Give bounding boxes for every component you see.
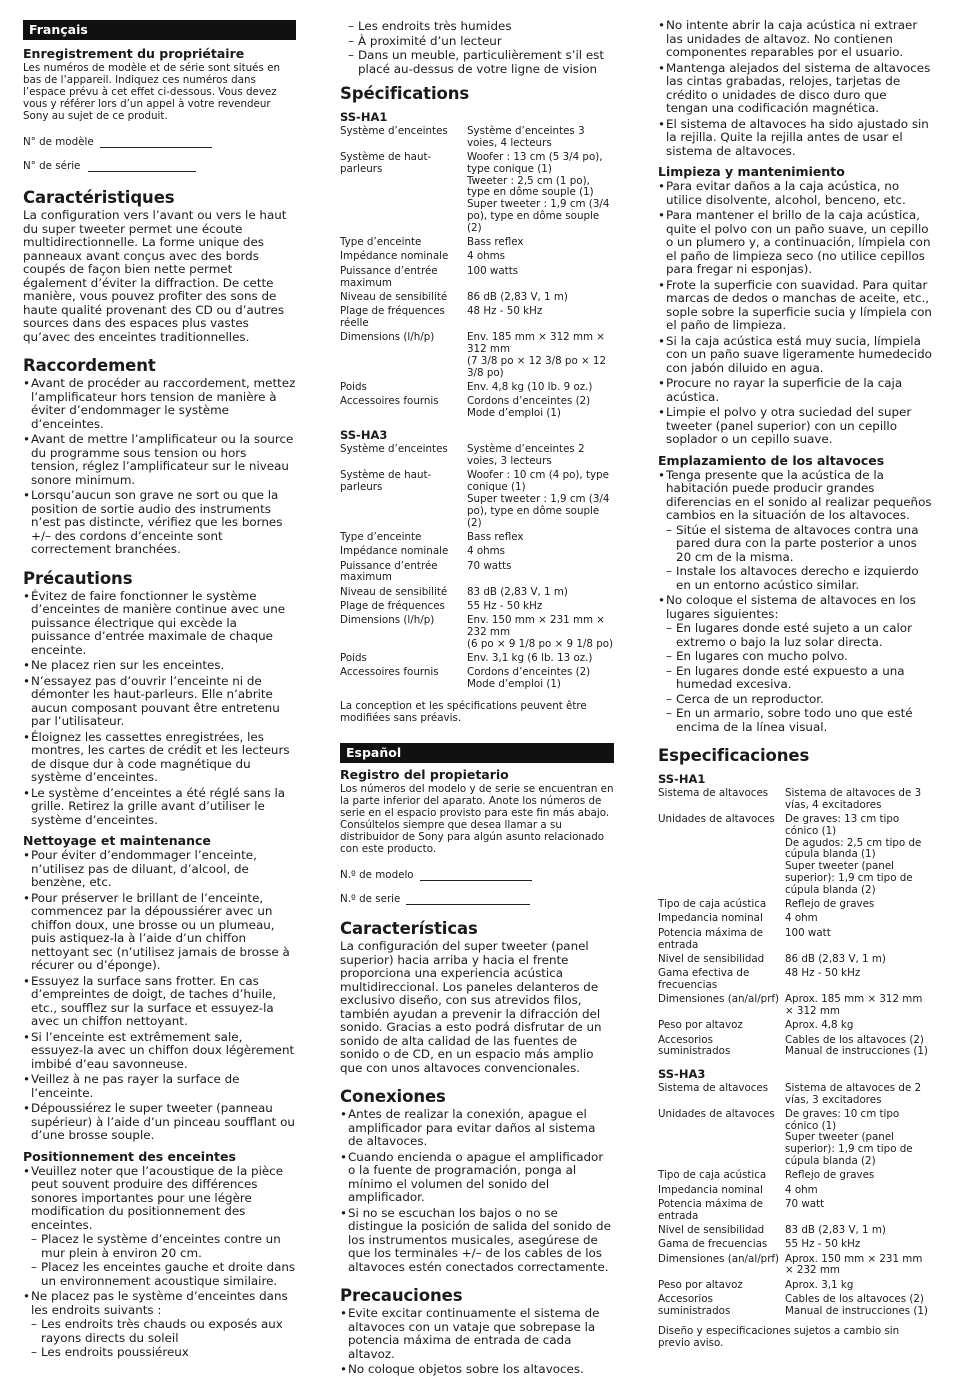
spec-value: 4 ohms [467,250,506,263]
table-row [340,546,614,560]
spec-value: 48 Hz - 50 kHz [467,305,543,318]
list-item: • No coloque objetos sobre los altavoces. [340,1363,614,1377]
column-middle [340,19,614,1379]
model-name: SS-HA3 [658,1066,706,1081]
table-row [340,126,614,152]
spec-value: 86 dB (2,83 V, 1 m) [785,952,886,965]
spec-key: Poids [340,652,367,665]
list-item: • Para mantener el brillo de la caja acústica, quite el polvo con un paño suave, un cepillo o un plumero y, a continuación, límpiela con el paño de limpieza seco (no utilice cepillos para fregar ni esponjas). [658,209,932,277]
owner-registration-text: Les numéros de modèle et de série sont situés en bas de l’appareil. Indiquez ces numéros dans l’espace prévu à cet effet ci-dessous. Vous devez vous y référer lors d’un appel à votre revendeur Sony au sujet de ce produit. [23,62,281,122]
spec-key: Dimensions (l/h/p) [340,331,435,344]
sub-list-item: – Les endroits très chauds ou exposés aux rayons directs du soleil [31,1318,296,1345]
spec-key: Nivel de sensibilidad [658,1224,765,1236]
table-row [658,814,932,899]
table-row [340,601,614,615]
serial-number-field[interactable] [23,160,296,172]
precautions-list [23,590,296,828]
spec-key: Sistema de altavoces [658,787,769,799]
table-row [658,1199,932,1225]
sub-list-item: – À proximité d’un lecteur [348,35,614,49]
sub-list-item: – Sitúe el sistema de altavoces contra una pared dura con la parte posterior a unos 20 cm de la misma. [666,524,932,565]
table-row [658,1185,932,1199]
spec-value: 70 watts [467,559,512,572]
serial-number-line[interactable] [88,161,196,172]
spec-key: Accesorios suministrados [658,1292,731,1317]
table-row [340,470,614,531]
spec-value: Aprox. 150 mm × 231 mm × 232 mm [785,1252,923,1277]
column-espanol [658,19,932,1350]
spec-value: 55 Hz - 50 kHz [785,1238,861,1251]
spec-key: Niveau de sensibilité [340,290,448,303]
list-item: • Frote la superficie con suavidad. Para quitar marcas de dedos o manchas de aceite, etc., sople sobre la superficie sucia y límpiela con el paño de limpieza. [658,279,932,333]
sub-list-item: – En lugares donde esté expuesto a una humedad excesiva. [666,665,932,692]
list-item-text: Tenga presente que la acústica de la habitación puede producir grandes diferencias en el sonido al realizar pequeños cambios en la situación de los altavoces. [666,467,932,522]
spec-key: Dimensiones (an/al/prf) [658,993,780,1006]
model-name: SS-HA1 [340,110,388,124]
sub-list-item: – En un armario, sobre todo uno que esté encima de la línea visual. [666,707,932,734]
cleaning-list-es [658,180,932,447]
table-row [340,561,614,587]
spec-value: Reflejo de graves [785,1169,875,1182]
table-row [658,1083,932,1109]
positioning-list-es [658,469,932,735]
cleaning-title: Nettoyage et maintenance [23,833,211,848]
list-item: • Dépoussiérez le super tweeter (panneau supérieur) à l’aide d’un pinceau soufflant ou d’une brosse souple. [23,1102,296,1143]
spec-key: Dimensions (l/h/p) [340,614,435,627]
list-item: • Si no se escuchan los bajos o no se distingue la posición de salida del sonido de los instrumentos musicales, asegúrese de que los terminales +/– de los cables de los altavoces estén conectados correctamente. [340,1207,614,1275]
spec-value: De graves: 10 cm tipo cónico (1) Super tweeter (panel superior): 1,9 cm tipo de cúpula blanda (2) [785,1107,913,1168]
table-row [340,251,614,265]
owner-registration-text-es: Los números del modelo y de serie se encuentran en la parte inferior del aparato. Anote los números de serie en el espacio provisto para este fin más abajo. Consúltelos siempre que desea llamar a su distribuidor de Sony para algún asunto relacionado con este producto. [340,783,614,856]
precautions-list-es-continued [658,19,932,158]
spec-key: Potencia máxima de entrada [658,926,763,951]
spec-value: 83 dB (2,83 V, 1 m) [785,1224,886,1236]
spec-value: De graves: 13 cm tipo cónico (1) De agudos: 2,5 cm tipo de cúpula blanda (1) Super tweeter (panel superior): 1,9 cm tipo de cúpula blanda (2) [785,813,922,896]
spec-key: Gama de frecuencias [658,1238,768,1251]
table-row [658,788,932,814]
table-row [658,1109,932,1170]
list-item: • Avant de procéder au raccordement, mettez l’amplificateur hors tension de manière à éviter d’endommager le système d’enceintes. [23,377,296,431]
list-item: • Essuyez la surface sans frotter. En cas d’empreintes de doigt, de taches d’huile, etc., soufflez sur la surface et essuyez-la avec un chiffon nettoyant. [23,975,296,1029]
table-row [340,587,614,601]
table-row [340,332,614,382]
positioning-title: Positionnement des enceintes [23,1148,236,1164]
list-item: • Pour préserver le brillant de l’enceinte, commencez par la dépoussiérer avec un chiffon doux, une brosse ou un plumeau, puis astiquez-la à l’aide d’un chiffon nettoyant sec (n’utilisez jamais de brosse à récurer ou d’éponge). [23,892,296,973]
list-item: • Evite excitar continuamente el sistema de altavoces con un vataje que sobrepase la potencia máxima de entrada de cada altavoz. [340,1307,614,1361]
table-row [340,396,614,422]
spec-key: Plage de fréquences [340,599,445,612]
spec-key: Impédance nominale [340,250,449,263]
table-row [340,152,614,237]
list-item-text: Veuillez noter que l’acoustique de la pièce peut souvent produire des différences sonores importantes pour une légère modification du positionnement des enceintes. [31,1163,284,1232]
specifications-note-fr: La conception et les spécifications peuvent être modifiées sans préavis. [340,700,587,725]
spec-key: Unidades de altavoces [658,1107,775,1120]
spec-value: 48 Hz - 50 kHz [785,967,861,980]
list-item: • Si l’enceinte est extrêmement sale, essuyez-la avec un chiffon doux légèrement imbibé d’eau savonneuse. [23,1031,296,1072]
specifications-title-fr: Spécifications [340,84,470,103]
language-header-fr: Français [23,20,296,40]
model-number-line[interactable] [100,137,212,148]
specifications-title-es: Especificaciones [658,746,810,765]
list-item: • No intente abrir la caja acústica ni extraer las unidades de altavoz. No contienen componentes reparables por el usuario. [658,19,932,60]
spec-value: Sistema de altavoces de 2 vías, 3 excitadores [785,1081,922,1106]
spec-key: Poids [340,380,367,393]
list-item [658,469,932,593]
table-row [340,266,614,292]
spec-value: Cordons d’enceintes (2) Mode d’emploi (1) [467,666,591,691]
connection-title-es: Conexiones [340,1087,446,1107]
model-name: SS-HA1 [658,772,706,786]
table-row [658,1239,932,1253]
list-item: • Pour éviter d’endommager l’enceinte, n’utilisez pas de diluant, d’alcool, de benzène, etc. [23,849,296,890]
table-row [658,1294,932,1320]
list-item: • El sistema de altavoces ha sido ajustado sin la rejilla. Quite la rejilla antes de usar el sistema de altavoces. [658,118,932,159]
list-item: • Avant de mettre l’amplificateur ou la source du programme sous tension ou hors tension, réglez l’amplificateur sur le niveau sonore minimum. [23,433,296,487]
spec-value: 4 ohms [467,545,506,558]
spec-value: Sistema de altavoces de 3 vías, 4 excitadores [785,787,922,811]
positioning-list-continued [348,20,614,76]
spec-key: Impédance nominale [340,545,449,558]
features-text: La configuration vers l’avant ou vers le haut du super tweeter permet une écoute multidirectionnelle. La forme unique des panneaux avant conçus avec des bords coupés de façon bien nette permet également d’éviter la diffraction. De cette manière, vous pouvez profiter des sons de haute qualité provenant des CD ou d’autres sources dans des espaces plus vastes qu’avec des enceintes traditionnelles. [23,208,287,344]
list-item: • Ne placez rien sur les enceintes. [23,659,296,673]
precautions-title: Précautions [23,568,133,588]
spec-value: Système d’enceintes 3 voies, 4 lecteurs [467,125,585,149]
spec-key: Unidades de altavoces [658,813,775,826]
model-number-line-es[interactable] [420,870,532,881]
spec-key: Niveau de sensibilité [340,585,448,598]
list-item [23,1290,296,1360]
list-item: • Veillez à ne pas rayer la surface de l’enceinte. [23,1073,296,1100]
spec-key: Impedancia nominal [658,1183,763,1196]
list-item: • Éloignez les cassettes enregistrées, les montres, les cartes de crédit et les lecteurs de disque dur à code magnétique du système d’enceintes. [23,731,296,785]
spec-value: Cordons d’enceintes (2) Mode d’emploi (1) [467,395,591,420]
list-item: • Mantenga alejados del sistema de altavoces las cintas grabadas, relojes, tarjetas de crédito o unidades de disco duro que tengan una codificación magnética. [658,62,932,116]
list-item: • Para evitar daños a la caja acústica, no utilice disolvente, alcohol, benceno, etc. [658,180,932,207]
table-row [340,292,614,306]
owner-registration-title-es: Registro del propietario [340,767,509,783]
serial-number-label: N° de série [23,160,81,172]
list-item: • Si la caja acústica está muy sucia, límpiela con un paño suave ligeramente humedecido con jabón diluido en agua. [658,335,932,376]
features-title-es: Características [340,919,478,939]
spec-value: Aprox. 185 mm × 312 mm × 312 mm [785,993,923,1018]
spec-value: Bass reflex [467,236,524,249]
model-name: SS-HA3 [340,428,388,443]
spec-key: Gama efectiva de frecuencias [658,967,750,991]
sub-list-item: – Placez les enceintes gauche et droite dans un environnement acoustique similaire. [31,1261,296,1288]
spec-table [658,788,932,1061]
spec-key: Accessoires fournis [340,666,439,679]
sub-list-item: – Les endroits très humides [348,20,614,34]
spec-value: 70 watt [785,1197,825,1210]
owner-registration-title: Enregistrement du propriétaire [23,46,245,61]
spec-key: Système de haut-parleurs [340,469,432,494]
spec-value: Cables de los altavoces (2) Manual de instrucciones (1) [785,1292,928,1317]
list-item: • N’essayez pas d’ouvrir l’enceinte ni de démonter les haut-parleurs. Elle n’abrite aucun composant pouvant être entretenu par l’utilisateur. [23,675,296,729]
spec-value: Bass reflex [467,530,524,543]
table-row [340,382,614,396]
language-header-es: Español [340,743,614,763]
spec-value: Woofer : 10 cm (4 po), type conique (1) Super tweeter : 1,9 cm (3/4 po), type en dôme souple (2) [467,469,610,529]
table-row [658,1254,932,1280]
precautions-list-es [340,1307,614,1377]
specifications-note-es: Diseño y especificaciones sujetos a cambio sin previo aviso. [658,1325,900,1349]
table-row [658,968,932,994]
spec-key: Potencia máxima de entrada [658,1197,763,1222]
spec-value: 55 Hz - 50 kHz [467,599,543,612]
spec-key: Tipo de caja acústica [658,898,767,911]
positioning-title-es: Emplazamiento de los altavoces [658,452,885,468]
table-row [658,899,932,913]
spec-table [340,126,614,422]
spec-key: Accesorios suministrados [658,1033,731,1058]
connection-list-es [340,1108,614,1274]
spec-key: Sistema de altavoces [658,1081,769,1094]
spec-value: Reflejo de graves [785,898,875,911]
column-francais [23,20,296,1362]
spec-value: 100 watt [785,926,831,939]
list-item-text: Ne placez pas le système d’enceintes dans les endroits suivants : [31,1289,288,1317]
spec-block-fr [340,110,614,693]
spec-block-es [658,772,932,1320]
precautions-title-es: Precauciones [340,1286,463,1306]
spec-value: 100 watts [467,264,519,277]
spec-key: Tipo de caja acústica [658,1169,767,1182]
spec-value: Aprox. 3,1 kg [785,1278,854,1291]
model-number-field-es[interactable] [340,869,614,881]
serial-number-field-es[interactable] [340,893,614,905]
table-row [340,306,614,332]
table-row [658,1225,932,1239]
model-number-label-es: N.º de modelo [340,869,414,882]
list-item: • Procure no rayar la superficie de la caja acústica. [658,377,932,404]
spec-value: 4 ohm [785,1183,818,1196]
list-item [658,594,932,734]
table-row [340,667,614,693]
spec-key: Puissance d’entrée maximum [340,264,438,289]
list-item: • Cuando encienda o apague el amplificador o la fuente de programación, ponga al mínimo el volumen del sonido del amplificador. [340,1151,614,1205]
spec-value: 86 dB (2,83 V, 1 m) [467,290,568,303]
table-row [658,1280,932,1294]
spec-key: Système d’enceintes [340,125,448,137]
spec-value: Woofer : 13 cm (5 3/4 po), type conique (1) Tweeter : 2,5 cm (1 po), type en dôme souple (1) Super tweeter : 1,9 cm (3/4 po), type en dôme souple (2) [467,151,610,234]
serial-number-line-es[interactable] [406,894,530,905]
model-number-field[interactable] [23,136,296,148]
spec-key: Impedancia nominal [658,912,763,925]
positioning-list [23,1165,296,1360]
table-row [340,653,614,667]
table-row [340,237,614,251]
sub-list-item: – Placez le système d’enceintes contre un mur plein à environ 20 cm. [31,1233,296,1260]
spec-key: Peso por altavoz [658,1019,743,1032]
table-row [658,1035,932,1061]
spec-table [658,1083,932,1320]
spec-key: Dimensiones (an/al/prf) [658,1252,780,1265]
spec-key: Système d’enceintes [340,443,448,456]
spec-value: Cables de los altavoces (2) Manual de instrucciones (1) [785,1033,928,1058]
spec-key: Type d’enceinte [340,236,422,249]
sub-list-item: – Instale los altavoces derecho e izquierdo en un entorno acústico similar. [666,565,932,592]
list-item: • Antes de realizar la conexión, apague el amplificador para evitar daños al sistema de altavoces. [340,1108,614,1149]
spec-value: Aprox. 4,8 kg [785,1019,854,1032]
table-row [340,444,614,470]
spec-key: Système de haut-parleurs [340,151,432,175]
table-row [658,1170,932,1184]
table-row [658,1020,932,1034]
connection-list [23,377,296,557]
spec-value: 83 dB (2,83 V, 1 m) [467,585,568,598]
cleaning-title-es: Limpieza y mantenimiento [658,164,845,179]
sub-list-item: – En lugares donde esté sujeto a un calor extremo o bajo la luz solar directa. [666,622,932,649]
features-title: Caractéristiques [23,188,175,207]
list-item: • Le système d’enceintes a été réglé sans la grille. Retirez la grille avant d’utiliser le système d’enceintes. [23,787,296,828]
spec-value: Système d’enceintes 2 voies, 3 lecteurs [467,443,585,468]
spec-key: Type d’enceinte [340,530,422,543]
connection-title: Raccordement [23,356,156,375]
cleaning-list [23,849,296,1143]
spec-value: Env. 4,8 kg (10 lb. 9 oz.) [467,380,593,393]
spec-key: Accessoires fournis [340,395,439,408]
spec-value: Env. 150 mm × 231 mm × 232 mm (6 po × 9 1/8 po × 9 1/8 po) [467,614,614,650]
spec-value: 4 ohm [785,912,818,925]
sub-list-item: – En lugares con mucho polvo. [666,650,932,664]
spec-key: Nivel de sensibilidad [658,952,765,965]
spec-key: Peso por altavoz [658,1278,743,1291]
sub-list-item: – Dans un meuble, particulièrement s’il est placé au-dessus de votre ligne de vision [348,49,614,76]
table-row [658,994,932,1020]
list-item [23,1165,296,1289]
model-number-label: N° de modèle [23,136,94,148]
list-item: • Évitez de faire fonctionner le système d’enceintes de manière continue avec une puissance électrique qui excède la puissance d’entrée maximale de chaque enceinte. [23,590,296,658]
list-item: • Limpie el polvo y otra suciedad del super tweeter (panel superior) con un cepillo soplador o un cepillo suave. [658,406,932,447]
sub-list-item: – Cerca de un reproductor. [666,693,932,707]
table-row [340,532,614,546]
table-row [658,913,932,927]
spec-value: Env. 185 mm × 312 mm × 312 mm (7 3/8 po × 12 3/8 po × 12 3/8 po) [467,331,607,379]
serial-number-label-es: N.º de serie [340,893,401,906]
spec-key: Puissance d’entrée maximum [340,559,438,584]
table-row [340,615,614,653]
spec-value: Env. 3,1 kg (6 lb. 13 oz.) [467,652,593,665]
features-text-es: La configuración del super tweeter (panel superior) hacia arriba y hacia el frente proporciona una experiencia acústica multidireccional. Los paneles delanteros de exclusivo diseño, con sus atrevidos filos, también ayudan a prevenir la difracción del sonido. Gracias a esto podrá disfrutar de un sonido de alta calidad de las fuentes de sonido o de CD, en un espacio más amplio que con unos altavoces convencionales. [340,939,602,1075]
table-row [658,928,932,954]
spec-key: Plage de fréquences réelle [340,305,445,329]
spec-table [340,444,614,693]
sub-list-item: – Les endroits poussiéreux [31,1346,296,1360]
table-row [658,954,932,968]
list-item: • Lorsqu’aucun son grave ne sort ou que la position de sortie audio des instruments n’est pas distincte, vérifiez que les bornes +/– des cordons d’enceinte sont correctement branchées. [23,489,296,557]
list-item-text: No coloque el sistema de altavoces en los lugares siguientes: [666,593,916,621]
